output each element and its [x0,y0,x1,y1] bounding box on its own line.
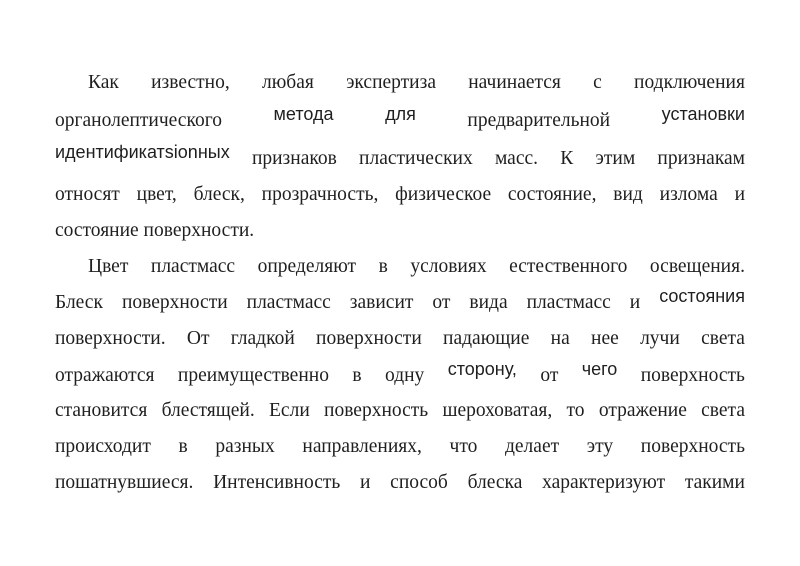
word: отражение [598,400,687,421]
word: цвет, [136,184,177,205]
text-line-2 [55,104,745,140]
word: известно, [151,72,230,93]
word: пошатнувшиеся. [55,472,194,493]
word: сторону, [447,359,517,379]
word: Интенсивность [213,472,341,493]
word: от [432,292,451,313]
word: и [629,292,641,313]
word: поверхность [640,365,745,386]
word: признаков [251,148,337,169]
word: поверхности [121,292,228,313]
word: От [186,328,210,349]
word: блестящей. [161,400,255,421]
word: пластических [359,148,473,169]
word: становится [55,400,148,421]
word: поверхности [316,328,422,349]
word: чего [581,359,618,379]
text-line-3 [55,142,745,178]
word: прозрачность, [261,184,379,205]
word: Цвет [88,256,129,277]
word: относят [55,184,120,205]
text-line-5 [55,220,745,250]
word: вида [469,292,508,313]
word: этим [595,148,636,169]
word: в [178,436,188,457]
word: Блеск [55,292,103,313]
text-line-11 [55,436,745,466]
word: от [540,365,559,386]
word: масс. [494,148,539,169]
word: способ [390,472,448,493]
word: блеска [467,472,523,493]
word: нее [591,328,619,349]
word: направлениях, [302,436,422,457]
word: освещения. [649,256,745,277]
word: на [550,328,570,349]
word: падающие [443,328,530,349]
word: состояние поверхности. [55,220,255,241]
word: пластмасс [246,292,331,313]
word: поверхность [640,436,745,457]
word: такими [684,472,745,493]
word: что [449,436,478,457]
word: установки [661,104,745,124]
word: происходит [55,436,151,457]
word: излома [659,184,718,205]
word: состояния [659,286,745,306]
word: идентификатsionных [55,142,230,162]
word: эту [586,436,614,457]
word: отражаются [55,365,155,386]
word: с [593,72,602,93]
word: Если [269,400,310,421]
text-line-12 [55,472,745,502]
text-line-8 [55,328,745,358]
word: подключения [634,72,745,93]
word: в [352,365,362,386]
text-line-7 [55,286,745,322]
word: условиях [410,256,487,277]
word: в [378,256,388,277]
word: света [701,328,745,349]
word: для [385,104,416,124]
word: метода [273,104,334,124]
word: поверхности. [55,328,166,349]
word: определяют [257,256,357,277]
word: зависит [349,292,414,313]
word: делает [504,436,560,457]
word: и [734,184,745,205]
word: естественного [509,256,628,277]
text-line-9 [55,359,745,395]
word: состояние, [507,184,597,205]
text-line-4 [55,184,745,214]
word: начинается [468,72,561,93]
word: вид [613,184,643,205]
word: разных [215,436,275,457]
word: любая [261,72,314,93]
word: пластмасс [526,292,611,313]
word: одну [385,365,425,386]
word: поверхность [324,400,429,421]
word: шероховатая, [442,400,553,421]
word: то [566,400,585,421]
text-line-10 [55,400,745,430]
word: гладкой [230,328,295,349]
word: лучи [640,328,680,349]
word: блеск, [193,184,245,205]
text-line-1 [88,72,745,102]
word: пластмасс [150,256,236,277]
word: физическое [395,184,492,205]
word: К [560,148,574,169]
word: и [360,472,371,493]
word: предварительной [467,110,611,131]
word: признакам [657,148,745,169]
word: преимущественно [177,365,329,386]
word: Как [88,72,119,93]
word: характеризуют [542,472,666,493]
word: света [701,400,745,421]
word: органолептического [55,110,222,131]
word: экспертиза [346,72,436,93]
text-line-6 [88,256,745,286]
